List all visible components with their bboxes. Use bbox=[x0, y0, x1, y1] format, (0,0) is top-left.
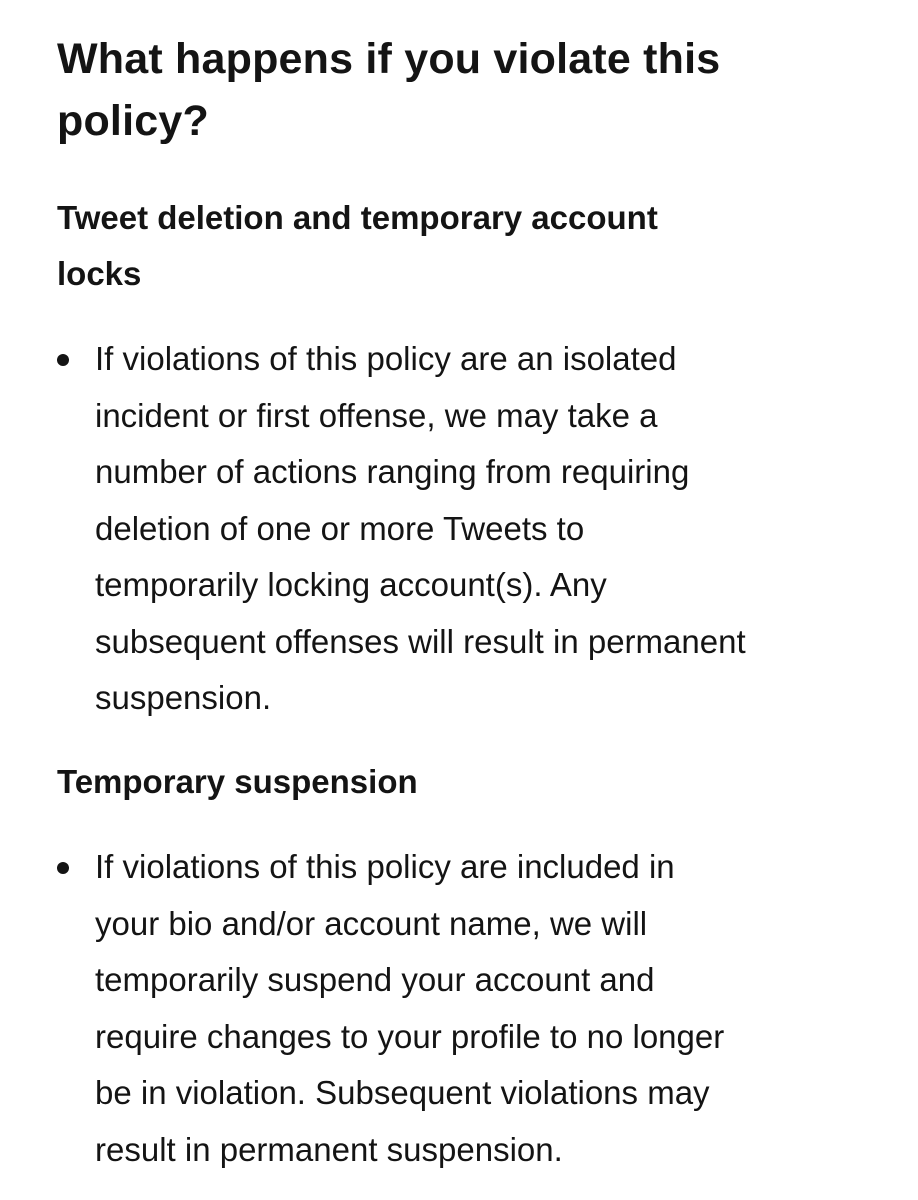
page-title bbox=[57, 28, 877, 152]
section-heading-tweet-deletion bbox=[57, 190, 857, 302]
paragraph-line: temporarily locking account(s). Any bbox=[95, 566, 607, 603]
paragraph-line: require changes to your profile to no longer bbox=[95, 1017, 725, 1055]
list-item bbox=[57, 839, 865, 1178]
section-heading-line: Temporary suspension bbox=[57, 763, 418, 800]
list-item bbox=[57, 331, 865, 727]
bullet-point-icon bbox=[57, 354, 69, 366]
bullet-list-tweet-deletion bbox=[57, 331, 897, 727]
paragraph-line: number of actions ranging from requiring bbox=[95, 453, 690, 490]
paragraph-line: subsequent offenses will result in permanent bbox=[95, 622, 746, 660]
paragraph-line: be in violation. Subsequent violations may bbox=[95, 1074, 710, 1111]
paragraph-line: If violations of this policy are included in bbox=[95, 848, 675, 885]
section-heading-line: Tweet deletion and temporary account bbox=[57, 199, 658, 236]
paragraph-line: incident or first offense, we may take a bbox=[95, 396, 658, 434]
paragraph-line: deletion of one or more Tweets to bbox=[95, 509, 585, 547]
paragraph-line: result in permanent suspension. bbox=[95, 1130, 563, 1168]
section-heading-line: locks bbox=[57, 255, 142, 292]
paragraph-line: temporarily suspend your account and bbox=[95, 961, 655, 998]
bullet-point-icon bbox=[57, 862, 69, 874]
paragraph-line: your bio and/or account name, we will bbox=[95, 904, 648, 942]
page-title-line: policy? bbox=[57, 97, 209, 145]
section-heading-temporary-suspension bbox=[57, 754, 857, 810]
bullet-list-temporary-suspension bbox=[57, 839, 897, 1178]
paragraph-line: If violations of this policy are an isolated bbox=[95, 340, 677, 377]
page-title-line: What happens if you violate this bbox=[57, 35, 721, 83]
paragraph-line: suspension. bbox=[95, 679, 272, 716]
